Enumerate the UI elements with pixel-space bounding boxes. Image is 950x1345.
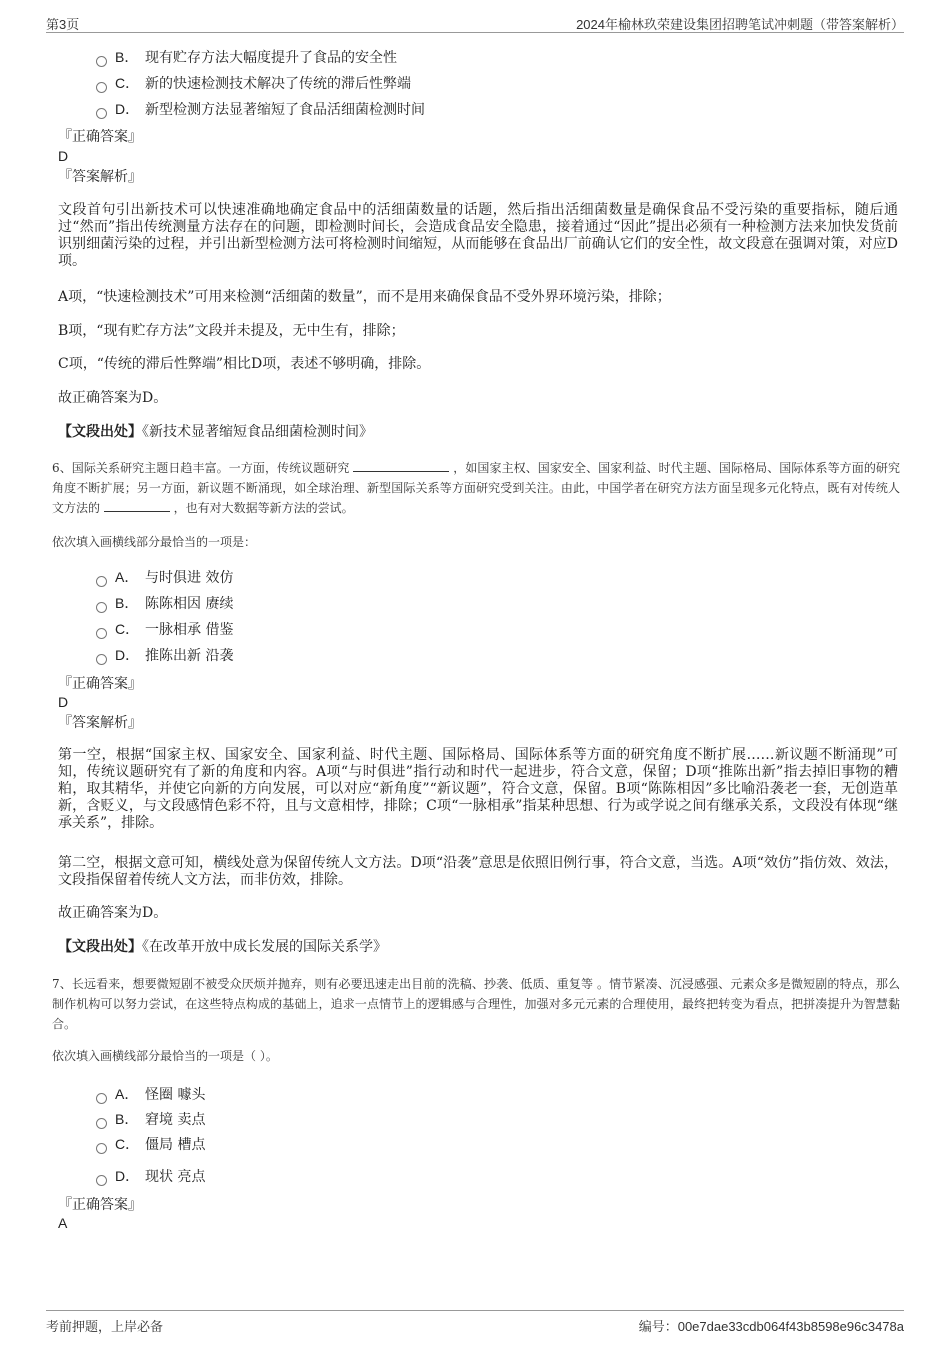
q5-answer: D <box>58 148 69 164</box>
footer-slogan: 考前押题，上岸必备 <box>46 1319 164 1334</box>
radio-icon[interactable] <box>96 576 107 587</box>
q5-analysis-paragraph: 文段首句引出新技术可以快速准确地确定食品中的活细菌数量的话题，然后指出活细菌数量是确保食品不受污染的重要指标，随后通过“然而”指出传统测量方法存在的问题，即检测时间长，会造成食品安全隐患，接着通过“因此”提出必须有一种检测方法来加快发货前识别细菌污染的过程，并引出新型检测方法可将检测时间缩短，从而能够在食品出厂前确认它们的安全性，故文段意在强调对策，对应D项。 <box>58 202 898 269</box>
q6-source <box>58 939 898 956</box>
q5-analysis-paragraph: 故正确答案为D。 <box>58 390 168 406</box>
source-title: 《在改革开放中成长发展的国际关系学》 <box>142 939 387 955</box>
q7-prompt: 依次填入画横线部分最恰当的一项是（ ）。 <box>52 1049 278 1063</box>
q6-option-b[interactable]: B． 陈陈相因 赓续 <box>96 594 233 613</box>
q6-option-a[interactable]: A． 与时俱进 效仿 <box>96 568 233 587</box>
q5-option-b[interactable]: B． 现有贮存方法大幅度提升了食品的安全性 <box>96 48 397 67</box>
q6-stem: 6、国际关系研究主题日趋丰富。一方面，传统议题研究 ，如国家主权、国家安全、国家利益、时代主题、国际格局、国际体系等方面的研究角度不断扩展；另一方面，新议题不断涌现，如全球治理、新型国际关系等方面研究受到关注。由此，中国学者在研究方法方面呈现多元化特点，既有对传统人文方法的 ，也有对大数据等新方法的尝试。 <box>52 458 900 518</box>
radio-icon[interactable] <box>96 56 107 67</box>
radio-icon[interactable] <box>96 654 107 665</box>
q6-analysis-paragraph: 第二空，根据文意可知，横线处意为保留传统人文方法。D项“沿袭”意思是依照旧例行事，符合文意，当选。A项“效仿”指仿效、效法，文段指保留着传统人文方法，而非仿效，排除。 <box>58 855 898 888</box>
radio-icon[interactable] <box>96 108 107 119</box>
source-title: 《新技术显著缩短食品细菌检测时间》 <box>142 424 373 440</box>
q6-analysis-label: 『答案解析』 <box>58 715 142 731</box>
q7-option-d[interactable]: D． 现状 亮点 <box>96 1167 205 1186</box>
radio-icon[interactable] <box>96 1093 107 1104</box>
radio-icon[interactable] <box>96 1175 107 1186</box>
q6-answer: D <box>58 694 69 710</box>
radio-icon[interactable] <box>96 628 107 639</box>
page-header <box>46 14 904 33</box>
page-number: 第3页 <box>46 17 80 32</box>
q5-answer-label: 『正确答案』 <box>58 129 142 145</box>
q5-analysis-paragraph: A项，“快速检测技术”可用来检测“活细菌的数量”，而不是用来确保食品不受外界环境污染，排除； <box>58 289 671 305</box>
q5-analysis-label: 『答案解析』 <box>58 169 142 185</box>
source-label: 【文段出处】 <box>58 939 142 955</box>
radio-icon[interactable] <box>96 82 107 93</box>
q5-analysis-paragraph: C项，“传统的滞后性弊端”相比D项，表述不够明确，排除。 <box>58 356 431 372</box>
q6-answer-label: 『正确答案』 <box>58 676 142 692</box>
q6-prompt: 依次填入画横线部分最恰当的一项是： <box>52 535 257 549</box>
q5-option-d[interactable]: D． 新型检测方法显著缩短了食品活细菌检测时间 <box>96 100 425 119</box>
q7-option-a[interactable]: A． 怪圈 噱头 <box>96 1085 205 1104</box>
radio-icon[interactable] <box>96 1118 107 1129</box>
q7-answer: A <box>58 1215 68 1231</box>
page-footer <box>46 1310 904 1333</box>
q6-analysis-paragraph: 故正确答案为D。 <box>58 905 168 921</box>
q6-option-c[interactable]: C． 一脉相承 借鉴 <box>96 620 233 639</box>
radio-icon[interactable] <box>96 602 107 613</box>
q6-analysis-paragraph: 第一空，根据“国家主权、国家安全、国家利益、时代主题、国际格局、国际体系等方面的研究角度不断扩展……新议题不断涌现”可知，传统议题研究有了新的角度和内容。A项“与时俱进”指行动和时代一起进步，符合文意，保留；D项“推陈出新”指去掉旧事物的糟粕，取其精华，并使它向新的方向发展，可以对应“新角度”“新议题”，符合文意，保留。B项“陈陈相因”多比喻沿袭老一套，无创造革新，含贬义，与文段感情色彩不符，且与文意相悖，排除；C项“一脉相承”指某种思想、行为或学说之间有继承关系，文段没有体现“继承关系”，排除。 <box>58 747 898 831</box>
q7-stem: 7、长远看来，想要微短剧不被受众厌烦并抛弃，则有必要迅速走出目前的洗稿、抄袭、低质、重复等 。情节紧凑、沉浸感强、元素众多是微短剧的特点，那么制作机构可以努力尝试，在这些特点构成的基础上，追求一点情节上的逻辑感与合理性，加强对多元元素的合理使用，最终把转变为看点，把拼凑提升为智慧黏合。 <box>52 977 900 1031</box>
q5-analysis-paragraph: B项，“现有贮存方法”文段并未提及，无中生有，排除； <box>58 323 405 339</box>
q5-source <box>58 424 898 441</box>
q7-option-c[interactable]: C． 僵局 槽点 <box>96 1135 205 1154</box>
q7-answer-label: 『正确答案』 <box>58 1197 142 1213</box>
document-title: 2024年榆林玖荣建设集团招聘笔试冲刺题（带答案解析） <box>576 17 904 32</box>
radio-icon[interactable] <box>96 1143 107 1154</box>
document-code: 编号：00e7dae33cdb064f43b8598e96c3478a <box>638 1319 904 1334</box>
q7-option-b[interactable]: B． 窘境 卖点 <box>96 1110 205 1129</box>
q5-option-c[interactable]: C． 新的快速检测技术解决了传统的滞后性弊端 <box>96 74 411 93</box>
source-label: 【文段出处】 <box>58 424 142 440</box>
q6-option-d[interactable]: D． 推陈出新 沿袭 <box>96 646 233 665</box>
fill-blank <box>353 458 449 472</box>
fill-blank <box>104 498 170 512</box>
